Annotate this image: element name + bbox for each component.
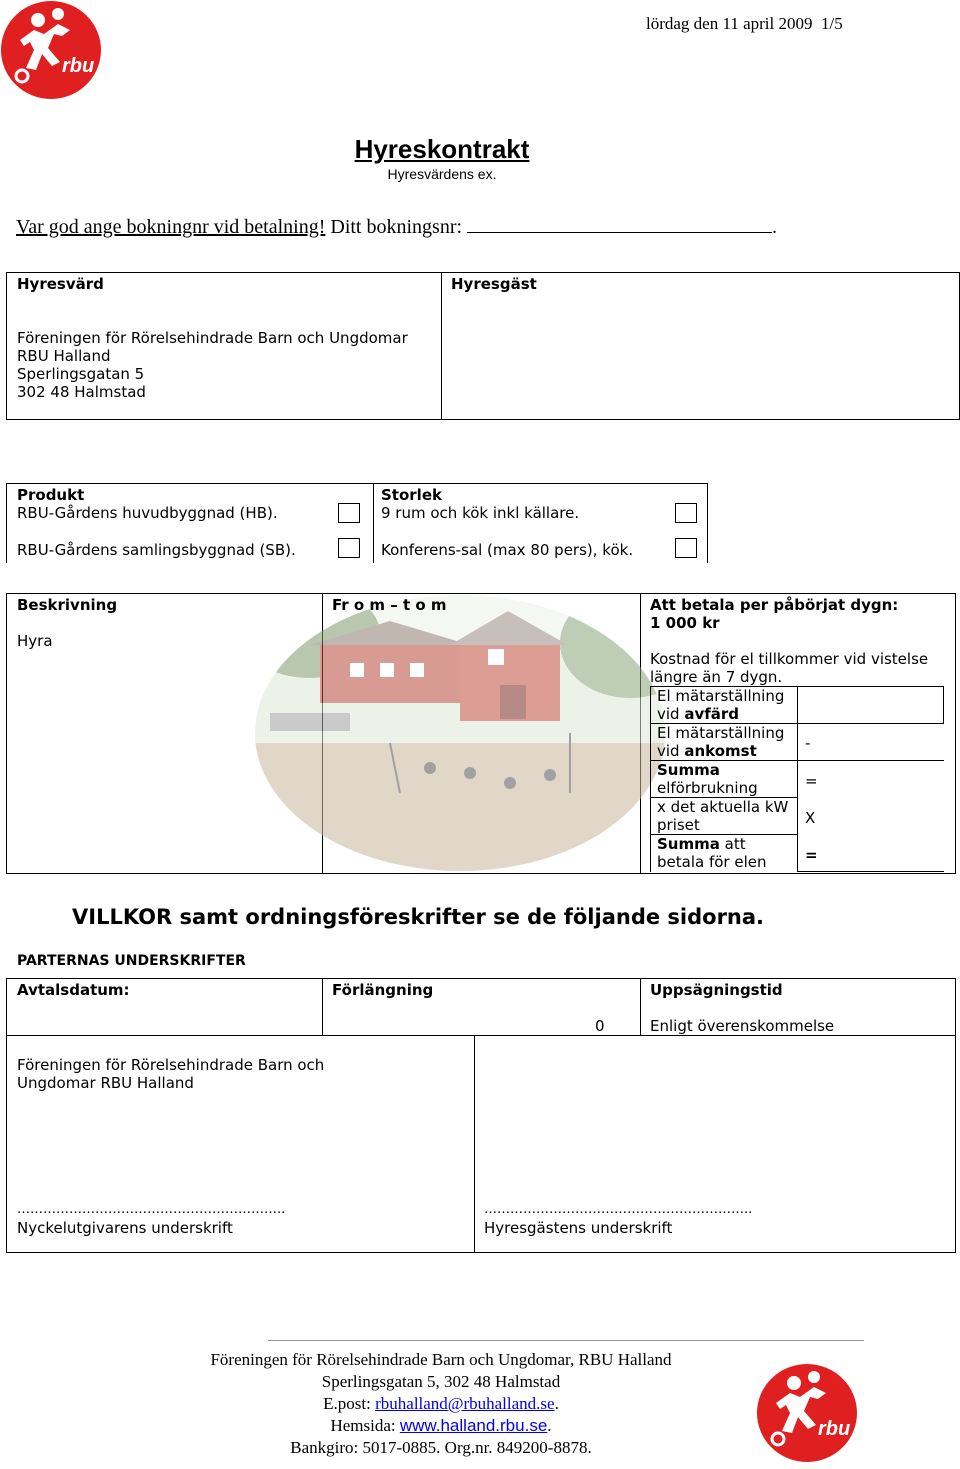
page-number: 1/5: [821, 14, 843, 33]
footer-bank: Bankgiro: 5017-0885. Org.nr. 849200-8878.: [290, 1438, 592, 1457]
notice-label: Uppsägningstid: [650, 981, 783, 999]
tenant-signature-label: Hyresgästens underskrift: [484, 1219, 673, 1237]
rbu-logo-footer: [756, 1363, 858, 1463]
electric-op-equals: =: [805, 772, 818, 790]
document-title: Hyreskontrakt: [354, 134, 530, 164]
footer-web-line: Hemsida: www.halland.rbu.se.: [330, 1416, 552, 1435]
booking-trailing: .: [772, 216, 778, 238]
electric-op-total: =: [805, 846, 818, 864]
electric-row-label: x det aktuella kW priset: [657, 798, 789, 834]
footer-org: Föreningen för Rörelsehindrade Barn och Ungdomar, RBU Halland: [210, 1350, 672, 1369]
header-date-line: [646, 14, 843, 34]
landlord-address: [17, 329, 408, 401]
landlord-header: Hyresvärd: [17, 275, 104, 293]
price: 1 000 kr: [650, 614, 720, 632]
landlord-line: Föreningen för Rörelsehindrade Barn och Ungdomar: [17, 329, 408, 347]
document-subtitle: Hyresvärdens ex.: [387, 166, 497, 182]
extension-label: Förlängning: [332, 981, 434, 999]
size-hb-checkbox[interactable]: [675, 503, 697, 523]
size-hb: 9 rum och kök inkl källare.: [381, 504, 580, 522]
footer-divider: [268, 1340, 864, 1341]
electric-op-times: X: [805, 809, 816, 827]
electric-row-label: El mätarställning vid ankomst: [657, 724, 785, 760]
landlord-line: 302 48 Halmstad: [17, 383, 146, 401]
description-header: Beskrivning: [17, 596, 118, 614]
signatures-header: PARTERNAS UNDERSKRIFTER: [17, 953, 246, 969]
from-to-header: Fr o m – t o m: [332, 596, 447, 614]
size-header: Storlek: [381, 486, 442, 504]
footer-email-line: E.post: rbuhalland@rbuhalland.se.: [323, 1394, 559, 1413]
description-item: Hyra: [17, 632, 53, 650]
electric-table: [650, 686, 944, 872]
tenant-signature-field[interactable]: [484, 1045, 944, 1200]
sb-checkbox[interactable]: [338, 538, 360, 558]
header-date: lördag den 11 april 2009: [646, 14, 813, 33]
electric-note: Kostnad för el tillkommer vid vistelse längre än 7 dygn.: [650, 650, 929, 686]
booking-number-label: Ditt bokningsnr:: [330, 216, 463, 238]
pay-header: Att betala per påbörjat dygn:: [650, 596, 899, 614]
footer-address: Sperlingsgatan 5, 302 48 Halmstad: [321, 1372, 561, 1391]
product-sb: RBU-Gårdens samlingsbyggnad (SB).: [17, 541, 296, 559]
product-hb: RBU-Gårdens huvudbyggnad (HB).: [17, 504, 278, 522]
electric-row-label: El mätarställning vid avfärd: [657, 687, 785, 723]
hb-checkbox[interactable]: [338, 503, 360, 523]
landlord-line: RBU Halland: [17, 347, 111, 365]
size-sb-checkbox[interactable]: [675, 538, 697, 558]
footer-web-link[interactable]: www.halland.rbu.se: [399, 1416, 548, 1435]
landlord-signature-name: Föreningen för Rörelsehindrade Barn och Ungdomar RBU Halland: [17, 1056, 325, 1092]
farm-photo: [250, 593, 670, 873]
agreement-date-label: Avtalsdatum:: [17, 981, 130, 999]
logo-text: rbu: [62, 55, 95, 77]
rbu-logo: [0, 0, 102, 100]
key-signature-label: Nyckelutgivarens underskrift: [17, 1219, 233, 1237]
electric-op-minus: -: [805, 734, 811, 752]
extension-value: 0: [595, 1017, 605, 1035]
logo-text-footer: rbu: [818, 1418, 851, 1440]
booking-instruction: Var god ange bokningnr vid betalning!: [16, 216, 326, 238]
product-header: Produkt: [17, 486, 85, 504]
signature-dots-right: ……………………………………………………..: [484, 1202, 753, 1217]
tenant-field[interactable]: [446, 295, 954, 415]
villkor-heading: VILLKOR samt ordningsföreskrifter se de följande sidorna.: [72, 905, 765, 929]
tenant-header: Hyresgäst: [451, 275, 537, 293]
electric-row-label: Summa att betala för elen: [657, 835, 767, 871]
booking-line: [16, 216, 777, 239]
footer: [0, 1349, 882, 1459]
landlord-line: Sperlingsgatan 5: [17, 365, 145, 383]
landlord-signature-field[interactable]: [17, 1080, 457, 1200]
notice-value: Enligt överenskommelse: [650, 1017, 835, 1035]
signature-dots-left: ……………………………………………………..: [17, 1202, 286, 1217]
electric-row-label: Summa elförbrukning: [657, 761, 758, 797]
booking-number-field[interactable]: [467, 218, 772, 233]
footer-email-link[interactable]: rbuhalland@rbuhalland.se: [375, 1394, 555, 1413]
size-sb: Konferens-sal (max 80 pers), kök.: [381, 541, 634, 559]
